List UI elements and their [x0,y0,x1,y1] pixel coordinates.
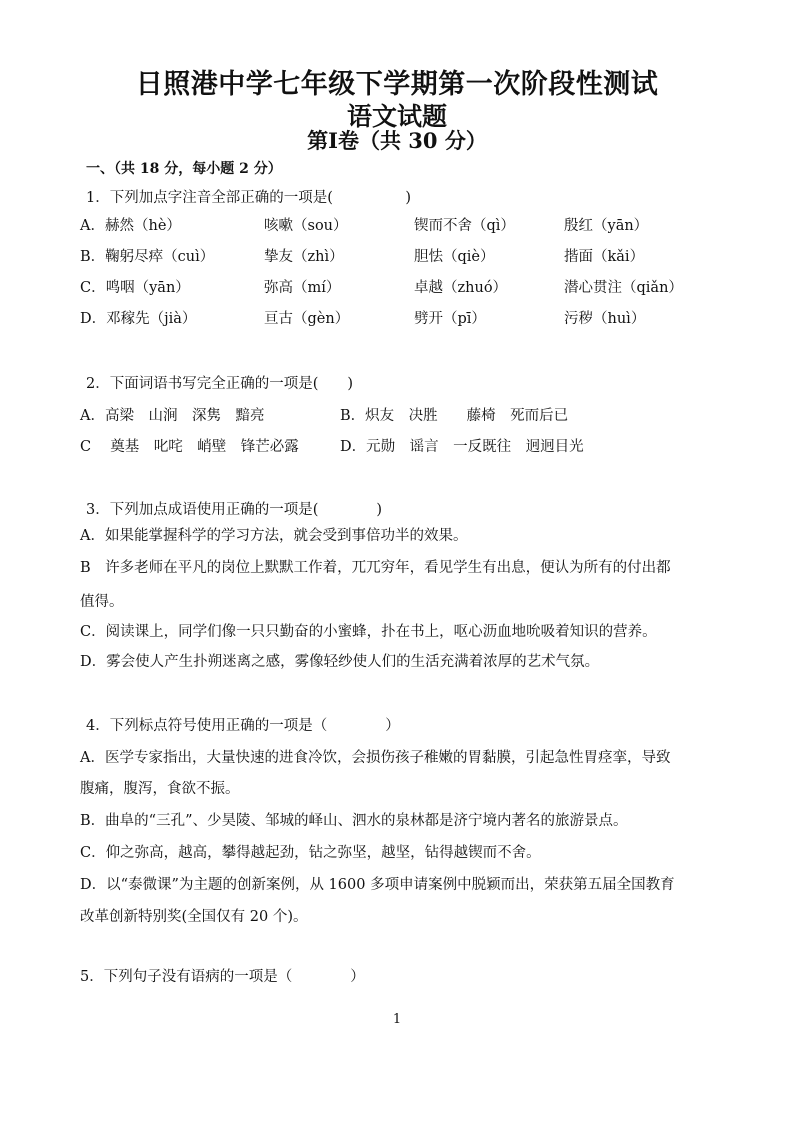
question-1-option-b [80,245,760,265]
question-1-stem: 1．下列加点字注音全部正确的一项是( ) [86,190,412,206]
question-3-option-d: D．雾会使人产生扑朔迷离之感，雾像轻纱使人们的生活充满着浓厚的艺术气氛。 [80,654,600,670]
option-label: D． [80,311,107,327]
question-2-row-2 [80,435,760,455]
question-4-option-d: D．以“泰微课”为主题的创新案例，从 1600 多项申请案例中脱颖而出，荣获第五届全国教育 [80,877,675,893]
option-item: 殷红（yān） [564,218,649,234]
option-cell [80,214,181,235]
option-item: 鞠躬尽瘁（cuì） [105,249,215,265]
option-label: C． [80,280,106,296]
option-item: 锲而不舍（qì） [414,218,515,234]
option-item: 污秽（huì） [564,311,646,327]
section-heading: 一、（共 18 分，每小题 2 分） [86,161,282,177]
question-3-option-c: C．阅读课上，同学们像一只只勤奋的小蜜蜂，扑在书上，呕心沥血地吮吸着知识的营养。 [80,624,657,640]
question-4-option-a: A．医学专家指出，大量快速的进食冷饮，会损伤孩子稚嫩的胃黏膜，引起急性胃痉挛，导致 [80,750,671,766]
question-1-option-d [80,307,760,327]
option-item: 鸣咽（yān） [105,280,190,296]
option-item: 咳嗽（sou） [264,218,348,234]
question-3-option-b: B 许多老师在平凡的岗位上默默工作着，兀兀穷年，看见学生有出息，便认为所有的付出都 [80,560,671,576]
question-3-option-a: A．如果能掌握科学的学习方法，就会受到事倍功半的效果。 [80,528,468,544]
option-cell [80,245,214,266]
option-item: 揩面（kǎi） [564,249,645,265]
option-c-left: C 奠基 叱咤 峭壁 锋芒必露 [80,439,299,455]
option-label: A． [80,218,105,234]
subject-title: 语文试题 [346,102,447,131]
volume-title: 第Ⅰ卷（共 30 分） [307,128,487,153]
option-cell [80,276,190,297]
question-4-stem: 4．下列标点符号使用正确的一项是（ ） [86,718,400,734]
option-item: 潜心贯注（qiǎn） [564,280,683,296]
option-item: 赫然（hè） [104,218,181,234]
question-1-option-a [80,214,760,234]
page-number: 1 [392,1012,402,1027]
question-2-stem: 2．下面词语书写完全正确的一项是( ) [86,376,354,392]
question-4-option-c: C．仰之弥高，越高，攀得越起劲，钻之弥坚，越坚，钻得越锲而不舍。 [80,845,541,861]
option-a-b-right: B．炽友 决胜 藤椅 死而后已 [340,408,569,424]
question-4-option-d-continued: 改革创新特别奖(全国仅有 20 个)。 [80,909,308,925]
option-label: B． [80,249,106,265]
question-4-option-a-continued: 腹痛，腹泻，食欲不振。 [80,781,240,797]
question-4-option-b: B．曲阜的“三孔”、少昊陵、邹城的峄山、泗水的泉林都是济宁境内著名的旅游景点。 [80,813,628,829]
option-item: 胆怯（qiè） [414,249,495,265]
question-3-option-b-continued: 值得。 [80,594,124,610]
option-a-b-left: A．高梁 山涧 深隽 黯亮 [80,408,265,424]
option-item: 亘古（gèn） [264,311,350,327]
option-cell [80,307,196,328]
option-item: 卓越（zhuó） [414,280,508,296]
question-1-option-c [80,276,760,296]
question-3-stem: 3．下列加点成语使用正确的一项是( ) [86,502,383,518]
question-2-row-1 [80,404,760,424]
option-item: 劈开（pī） [414,311,486,327]
option-item: 弥高（mí） [264,280,341,296]
option-d-right: D．元勋 谣言 一反既往 迥迥目光 [340,439,584,455]
question-5-stem: 5．下列句子没有语病的一项是（ ） [80,969,365,985]
option-item: 邓稼先（jià） [106,311,197,327]
school-title: 日照港中学七年级下学期第一次阶段性测试 [135,69,659,100]
option-item: 挚友（zhì） [264,249,344,265]
